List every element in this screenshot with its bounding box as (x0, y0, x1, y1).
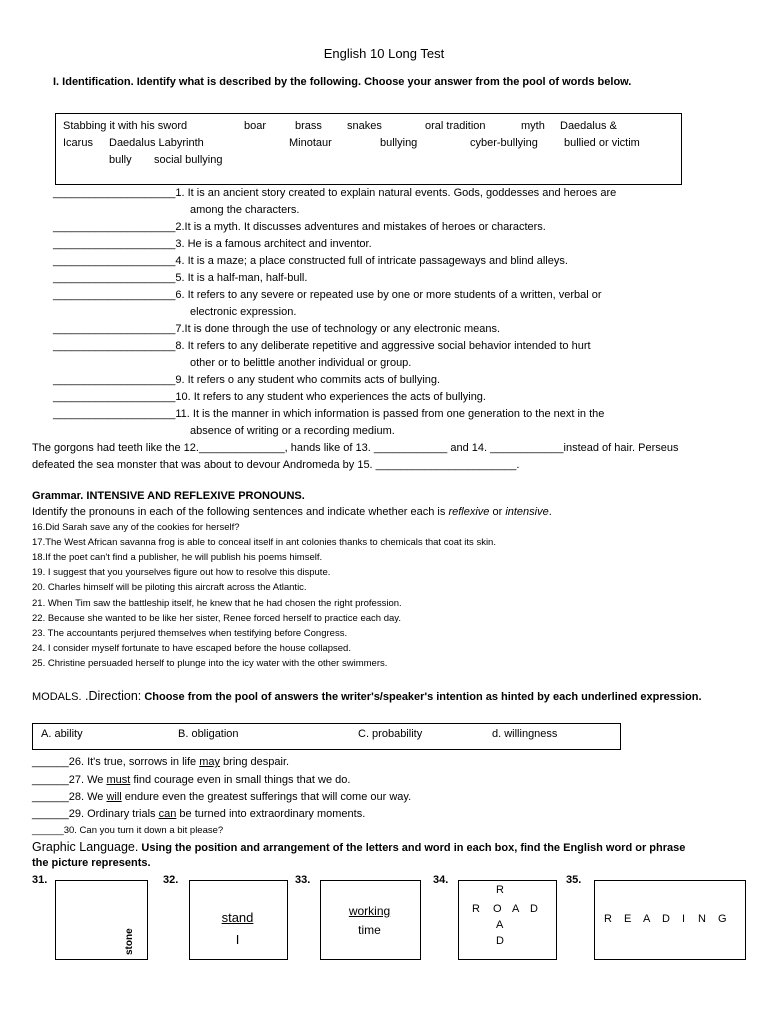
grammar-item-18: 18.If the poet can't find a publisher, he will publish his poems himself. (32, 552, 323, 563)
answer-blank[interactable]: ______ (32, 791, 69, 803)
graphic-heading (32, 840, 685, 854)
intensive-term: intensive (505, 506, 549, 518)
answer-blank[interactable]: ____________________ (53, 374, 176, 386)
modal-item-26 (32, 756, 289, 768)
pool-item: cyber-bullying (470, 137, 538, 149)
identification-item-5 (53, 272, 307, 284)
item-text: endure even the greatest sufferings that will come our way. (121, 791, 412, 803)
item-continuation: electronic expression. (190, 306, 297, 318)
instruction-text: Identify the pronouns in each of the following sentences and indicate whether each is (32, 506, 449, 518)
grammar-item-19: 19. I suggest that you yourselves figure out how to resolve this dispute. (32, 567, 331, 578)
identification-heading-text: Identify what is described by the following. Choose your answer from the pool of words below. (133, 76, 632, 88)
pool-item: Icarus (63, 137, 93, 149)
answer-blank[interactable]: ____________________ (53, 272, 176, 284)
modals-heading (32, 689, 702, 703)
puzzle-letter: D (662, 913, 670, 925)
puzzle-letter: D (530, 903, 538, 915)
modals-direction: .Direction: (81, 689, 142, 703)
answer-blank[interactable]: ____________________ (53, 340, 176, 352)
answer-blank[interactable]: ______ (32, 825, 64, 836)
identification-item-7 (53, 323, 500, 335)
item-text: 2.It is a myth. It discusses adventures and mistakes of heroes or characters. (175, 221, 546, 233)
answer-blank[interactable]: ____________________ (53, 391, 176, 403)
grammar-item-23: 23. The accountants perjured themselves when testifying before Congress. (32, 628, 348, 639)
identification-item-1 (53, 187, 616, 199)
number-34: 34. (433, 874, 449, 886)
item-continuation: among the characters. (190, 204, 300, 216)
item-text: bring despair. (219, 756, 290, 768)
item-text: 11. It is the manner in which information is passed from one generation to the next in the (175, 408, 605, 420)
answer-blank[interactable]: ____________________ (53, 408, 176, 420)
item-text: 10. It refers to any student who experiences the acts of bullying. (175, 391, 486, 403)
puzzle-letter: E (624, 913, 632, 925)
answer-blank[interactable]: ____________________ (53, 289, 176, 301)
number-33: 33. (295, 874, 311, 886)
item-text: 4. It is a maze; a place constructed full of intricate passageways and blind alleys. (175, 255, 568, 267)
item-continuation: other or to belittle another individual or group. (190, 357, 412, 369)
item-text: 1. It is an ancient story created to explain natural events. Gods, goddesses and heroes are (175, 187, 617, 199)
gorgon-question-line-2: defeated the sea monster that was about to devour Andromeda by 15. _______________________. (32, 459, 520, 471)
answer-blank[interactable]: ______ (32, 756, 69, 768)
modal-item-30 (32, 825, 223, 836)
puzzle-box-33 (320, 880, 421, 960)
option-b: B. obligation (178, 728, 239, 740)
item-text: 28. We (68, 791, 107, 803)
grammar-item-16: 16.Did Sarah save any of the cookies for herself? (32, 522, 240, 533)
option-d: d. willingness (492, 728, 558, 740)
item-text: 6. It refers to any severe or repeated use by one or more students of a written, verbal or (175, 289, 602, 301)
identification-item-6 (53, 289, 602, 301)
identification-item-10 (53, 391, 486, 403)
item-text: 5. It is a half-man, half-bull. (175, 272, 308, 284)
number-32: 32. (163, 874, 179, 886)
puzzle-letter: A (512, 903, 520, 915)
grammar-item-21: 21. When Tim saw the battleship itself, he knew that he had chosen the right profession. (32, 598, 402, 609)
graphic-instruction-1: Using the position and arrangement of the letters and word in each box, find the English word or phrase (138, 842, 686, 854)
identification-item-2 (53, 221, 546, 233)
answer-blank[interactable]: ____________________ (53, 238, 176, 250)
puzzle-letter: I (682, 913, 686, 925)
pool-item: brass (295, 120, 322, 132)
number-31: 31. (32, 874, 48, 886)
puzzle-word-time: time (358, 923, 381, 937)
pool-item: bully (109, 154, 132, 166)
identification-item-9 (53, 374, 440, 386)
reflexive-term: reflexive (448, 506, 490, 518)
item-text: 3. He is a famous architect and inventor. (175, 238, 372, 250)
grammar-heading: Grammar. INTENSIVE AND REFLEXIVE PRONOUNS. (32, 490, 305, 502)
identification-item-8 (53, 340, 591, 352)
answer-blank[interactable]: ____________________ (53, 255, 176, 267)
modals-title: MODALS. (32, 691, 82, 703)
puzzle-letter: R (604, 913, 612, 925)
puzzle-word-stand: stand (221, 910, 254, 925)
modal-item-29 (32, 808, 365, 820)
pool-item: boar (244, 120, 267, 132)
item-text: find courage even in small things that we do. (130, 774, 351, 786)
page-title: English 10 Long Test (323, 46, 445, 61)
answer-blank[interactable]: ______ (32, 774, 69, 786)
number-35: 35. (566, 874, 582, 886)
graphic-title: Graphic Language. (32, 840, 139, 854)
puzzle-letter: R (496, 884, 504, 896)
identification-heading-label: I. Identification. (53, 76, 134, 88)
pool-item: bullied or victim (564, 137, 640, 149)
puzzle-word-working: working (348, 904, 391, 918)
modal-item-28 (32, 791, 411, 803)
pool-item: social bullying (154, 154, 223, 166)
grammar-instruction (32, 506, 552, 518)
graphic-instruction-2: the picture represents. (32, 857, 151, 869)
puzzle-letter: O (493, 903, 502, 915)
item-text: 7.It is done through the use of technology or any electronic means. (175, 323, 501, 335)
grammar-item-24: 24. I consider myself fortunate to have escaped before the house collapsed. (32, 643, 351, 654)
modal-word: will (106, 791, 122, 803)
answer-blank[interactable]: ____________________ (53, 187, 176, 199)
pool-item: oral tradition (425, 120, 486, 132)
pool-item: snakes (347, 120, 382, 132)
puzzle-33-wrap (320, 904, 419, 918)
modal-word: can (158, 808, 177, 820)
grammar-item-20: 20. Charles himself will be piloting this aircraft across the Atlantic. (32, 582, 307, 593)
identification-item-3 (53, 238, 372, 250)
pool-item: Stabbing it with his sword (63, 120, 188, 132)
puzzle-letter: A (643, 913, 651, 925)
grammar-item-17: 17.The West African savanna frog is able to conceal itself in ant colonies thanks to chemicals that coat its skin. (32, 537, 496, 548)
item-text: 9. It refers o any student who commits acts of bullying. (175, 374, 441, 386)
item-text: 26. It's true, sorrows in life (68, 756, 200, 768)
answer-blank[interactable]: ____________________ (53, 221, 176, 233)
grammar-item-22: 22. Because she wanted to be like her sister, Renee forced herself to practice each day. (32, 613, 401, 624)
item-text: 30. Can you turn it down a bit please? (63, 825, 224, 836)
item-text: 27. We (68, 774, 107, 786)
puzzle-letter: N (698, 913, 706, 925)
option-a: A. ability (41, 728, 83, 740)
puzzle-letter: A (496, 919, 504, 931)
puzzle-32-wrap (189, 910, 286, 925)
identification-heading (53, 76, 631, 88)
item-continuation: absence of writing or a recording medium. (190, 425, 395, 437)
pool-item: bullying (380, 137, 418, 149)
pool-item: myth (521, 120, 545, 132)
item-text: 29. Ordinary trials (68, 808, 159, 820)
instruction-text: or (489, 506, 506, 518)
item-text: 8. It refers to any deliberate repetitive and aggressive social behavior intended to hurt (175, 340, 591, 352)
gorgon-question-line-1: The gorgons had teeth like the 12.______________, hands like of 13. ____________ and 14. ____________instead of hair. Perseus (32, 442, 679, 454)
identification-item-11 (53, 408, 604, 420)
answer-blank[interactable]: ______ (32, 808, 69, 820)
item-text: be turned into extraordinary moments. (176, 808, 366, 820)
grammar-item-25: 25. Christine persuaded herself to plunge into the icy water with the other swimmers. (32, 658, 388, 669)
option-c: C. probability (358, 728, 423, 740)
instruction-text: . (548, 506, 552, 518)
puzzle-letter: R (472, 903, 480, 915)
pool-item: Daedalus & (560, 120, 617, 132)
puzzle-word-i: I (235, 932, 240, 947)
modals-instruction: Choose from the pool of answers the writer's/speaker's intention as hinted by each underlined expression. (141, 691, 702, 703)
modal-word: may (199, 756, 220, 768)
puzzle-letter: D (496, 935, 504, 947)
answer-blank[interactable]: ____________________ (53, 323, 176, 335)
modal-item-27 (32, 774, 350, 786)
puzzle-word-stone: stone (124, 928, 135, 955)
puzzle-letter: G (718, 913, 727, 925)
pool-item: Daedalus Labyrinth (109, 137, 204, 149)
puzzle-box-34 (458, 880, 557, 960)
identification-item-4 (53, 255, 568, 267)
pool-item: Minotaur (289, 137, 332, 149)
modal-word: must (106, 774, 131, 786)
